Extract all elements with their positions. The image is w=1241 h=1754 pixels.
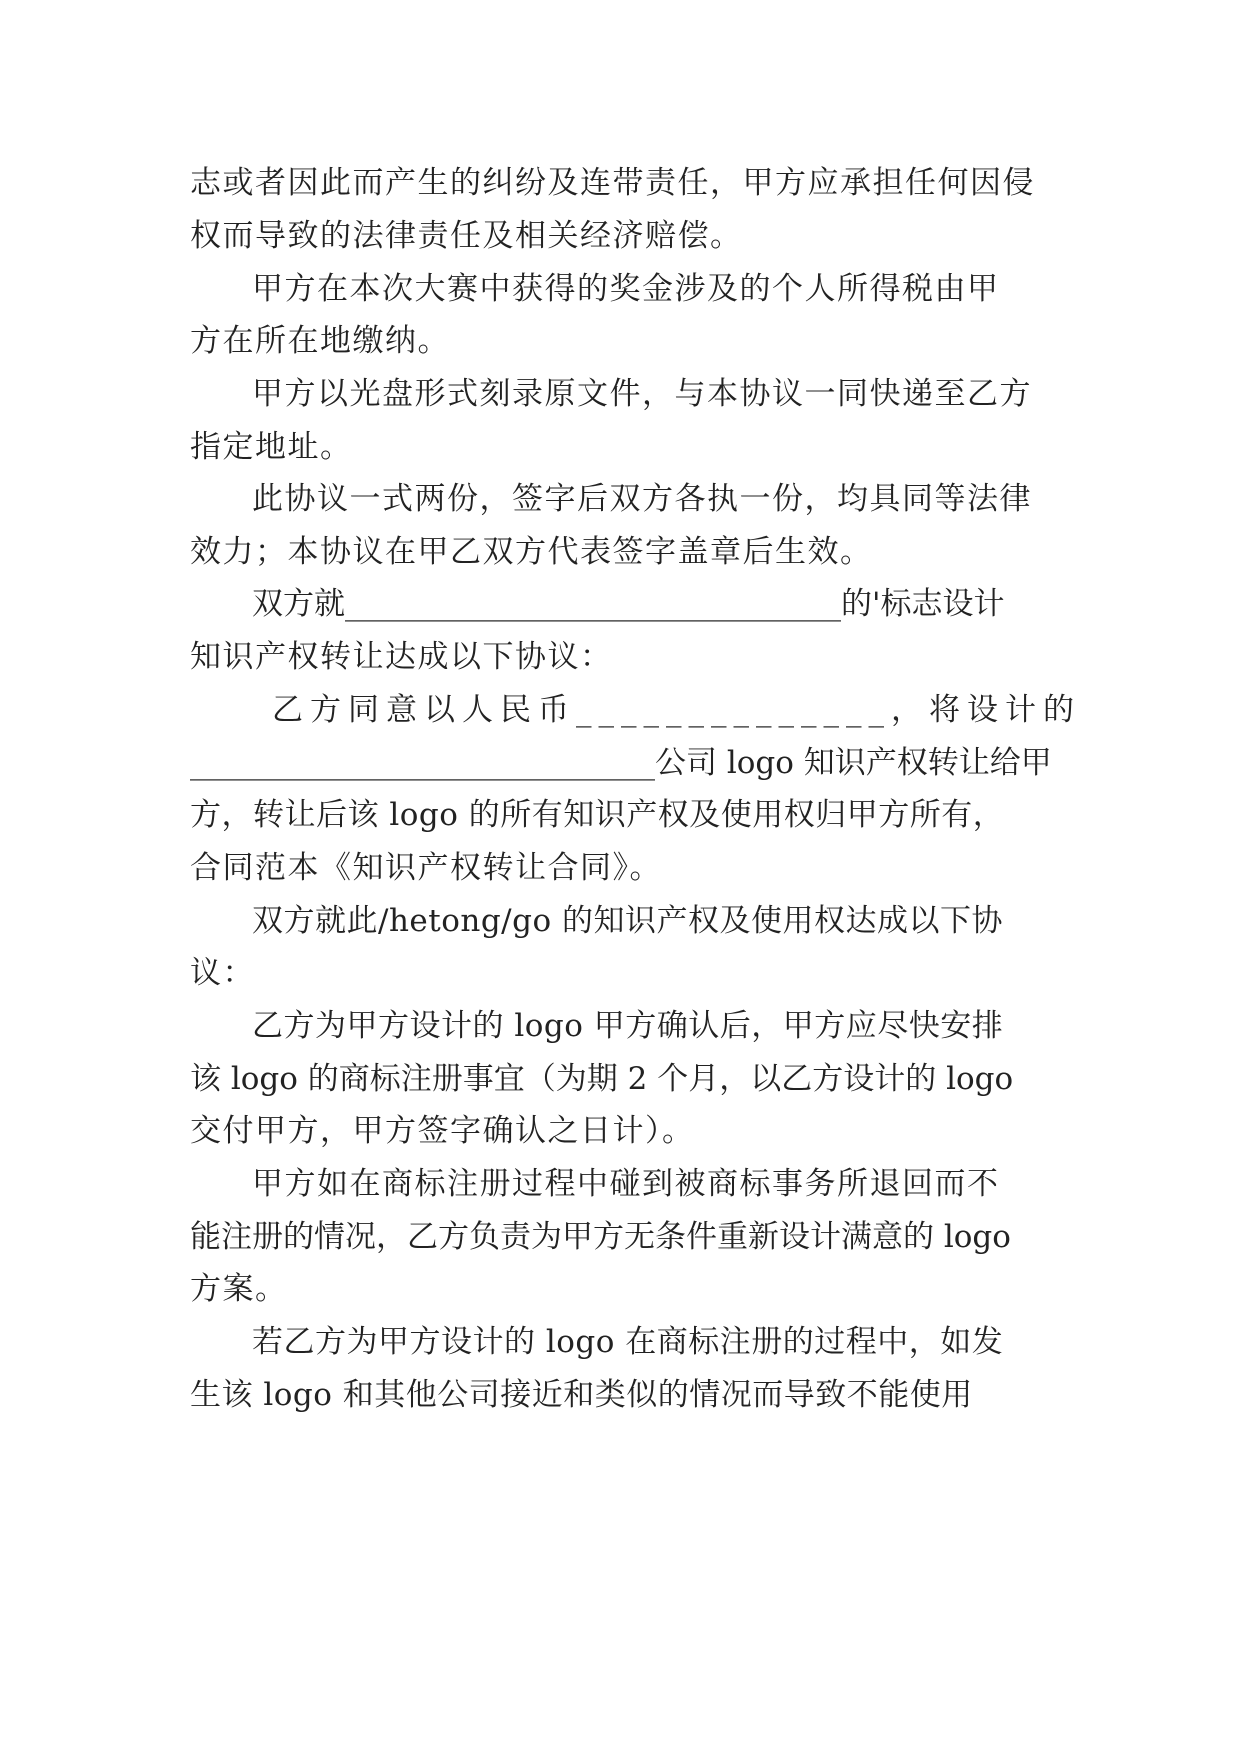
text-line: 双方就此/hetong/go 的知识产权及使用权达成以下协 (252, 903, 1003, 939)
text-line: 甲方在本次大赛中获得的奖金涉及的个人所得税由甲 (252, 271, 1000, 307)
text-line: 交付甲方，甲方签字确认之日计）。 (190, 1113, 695, 1149)
text-line: 议： (190, 955, 255, 991)
text-line: 生该 logo 和其他公司接近和类似的情况而导致不能使用 (190, 1377, 973, 1413)
text-line: 方案。 (190, 1271, 288, 1307)
text-line: 志或者因此而产生的纠纷及连带责任，甲方应承担任何因侵 (190, 165, 1035, 201)
text-line: 该 logo 的商标注册事宜（为期 2 个月，以乙方设计的 logo (190, 1061, 1014, 1097)
text-line: 此协议一式两份，签字后双方各执一份，均具同等法律 (252, 481, 1032, 517)
text-line: 知识产权转让达成以下协议： (190, 639, 613, 675)
text-line: 若乙方为甲方设计的 logo 在商标注册的过程中，如发 (252, 1324, 1004, 1360)
text-line: 能注册的情况，乙方负责为甲方无条件重新设计满意的 logo (190, 1219, 1011, 1255)
text-line: 效力；本协议在甲乙双方代表签字盖章后生效。 (190, 534, 873, 570)
text-line: 双方就________________________________的'标志设计 (252, 586, 1005, 622)
text-line: 乙方为甲方设计的 logo 甲方确认后，甲方应尽快安排 (252, 1008, 1004, 1044)
text-line: 甲方如在商标注册过程中碰到被商标事务所退回而不 (252, 1166, 1000, 1202)
text-line: 方，转让后该 logo 的所有知识产权及使用权归甲方所有， (190, 797, 1005, 833)
text-line: 合同范本《知识产权转让合同》。 (190, 850, 662, 886)
text-line: 指定地址。 (190, 429, 353, 465)
text-line: 甲方以光盘形式刻录原文件，与本协议一同快递至乙方 (252, 376, 1032, 412)
text-line: ______________________________公司 logo 知识产权转让给甲 (190, 745, 1052, 781)
text-line: 方在所在地缴纳。 (190, 323, 450, 359)
text-line: 乙方同意以人民币______________，将设计的 (272, 692, 1081, 728)
text-line: 权而导致的法律责任及相关经济赔偿。 (190, 218, 743, 254)
